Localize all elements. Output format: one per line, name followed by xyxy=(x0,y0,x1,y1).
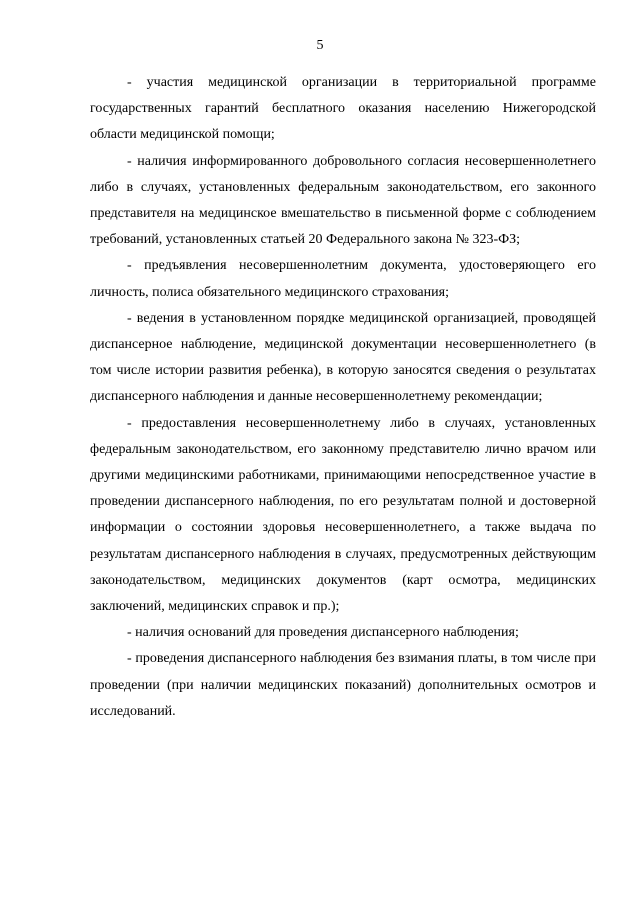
paragraph-6: - наличия оснований для проведения диспансерного наблюдения; xyxy=(127,625,519,641)
page-number: 5 xyxy=(316,38,324,53)
paragraph-5: - предоставления несовершеннолетнему либо в случаях, установленных федеральным законодательством, его законному представителю лично врачом или другими медицинскими работниками, принимающими непосредственное участие в проведении диспансерного наблюдения, по его результатам полной и достоверной информации о состоянии здоровья несовершеннолетнего, а также выдача по результатам диспансерного наблюдения в случаях, предусмотренных действующим законодательством, медицинских документов (карт осмотра, медицинских заключений, медицинских справок и пр.); xyxy=(90,415,596,615)
document-body xyxy=(90,70,596,725)
paragraph-4: - ведения в установленном порядке медицинской организацией, проводящей диспансерное наблюдение, медицинской документации несовершеннолетнего (в том числе истории развития ребенка), в которую заносятся сведения о результатах диспансерного наблюдения и данные несовершеннолетнему рекомендации; xyxy=(90,310,596,405)
paragraph-7: - проведения диспансерного наблюдения без взимания платы, в том числе при проведении (при наличии медицинских показаний) дополнительных осмотров и исследований. xyxy=(90,651,596,719)
paragraph-2: - наличия информированного добровольного согласия несовершеннолетнего либо в случаях, установленных федеральным законодательством, его законного представителя на медицинское вмешательство в письменной форме с соблюдением требований, установленных статьей 20 Федерального закона № 323-ФЗ; xyxy=(90,153,596,248)
paragraph-1: - участия медицинской организации в территориальной программе государственных гарантий бесплатного оказания населению Нижегородской области медицинской помощи; xyxy=(90,75,596,143)
paragraph-3: - предъявления несовершеннолетним документа, удостоверяющего его личность, полиса обязательного медицинского страхования; xyxy=(90,258,596,300)
